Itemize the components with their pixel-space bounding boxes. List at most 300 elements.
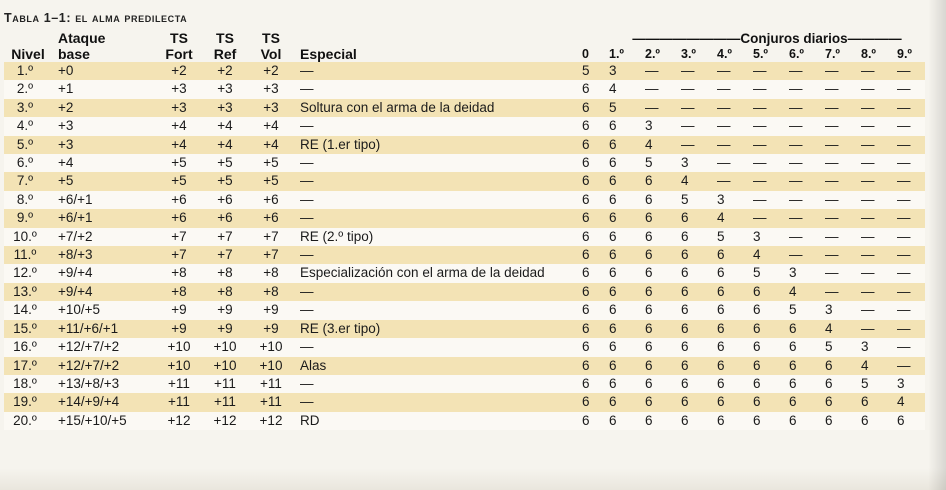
spells-per-day-cell: — — [681, 117, 717, 135]
spells-per-day-cell: 6 — [609, 136, 645, 154]
spells-per-day-cell: 6 — [645, 393, 681, 411]
ataque-base-cell: +6/+1 — [52, 209, 156, 227]
spells-per-day-cell: 6 — [717, 338, 753, 356]
ts-ref-cell: +9 — [202, 320, 248, 338]
ts-ref-cell: +5 — [202, 154, 248, 172]
header-spell-level: 3.º — [681, 46, 696, 61]
spells-per-day-cell: — — [825, 99, 861, 117]
ts-ref-cell: +2 — [202, 62, 248, 80]
spells-per-day-cell: — — [861, 191, 897, 209]
spells-per-day-cell: — — [681, 99, 717, 117]
ts-fort-cell: +3 — [156, 99, 202, 117]
table-row — [4, 320, 925, 338]
ataque-base-cell: +10/+5 — [52, 301, 156, 319]
spells-per-day-cell: — — [897, 338, 925, 356]
spells-per-day-cell: 6 — [609, 191, 645, 209]
ts-vol-cell: +4 — [248, 117, 294, 135]
spells-per-day-cell: — — [645, 80, 681, 98]
ataque-base-cell: +15/+10/+5 — [52, 412, 156, 430]
ts-fort-cell: +5 — [156, 172, 202, 190]
ts-vol-cell: +8 — [248, 264, 294, 282]
spells-per-day-cell: 4 — [825, 320, 861, 338]
spells-per-day-cell: 5 — [753, 264, 789, 282]
spells-per-day-cell: — — [825, 283, 861, 301]
page-gutter-shadow — [928, 0, 946, 490]
nivel-cell: 6.º — [4, 154, 52, 172]
spells-per-day-cell: 6 — [582, 80, 609, 98]
spells-per-day-cell: 6 — [609, 246, 645, 264]
spells-per-day-cell: 6 — [609, 172, 645, 190]
especial-cell: — — [294, 62, 582, 80]
especial-cell: RE (1.er tipo) — [294, 136, 582, 154]
spells-per-day-cell: — — [861, 154, 897, 172]
spells-per-day-cell: — — [897, 283, 925, 301]
ts-fort-cell: +9 — [156, 320, 202, 338]
spells-per-day-cell: 6 — [645, 264, 681, 282]
ts-fort-cell: +10 — [156, 357, 202, 375]
spells-per-day-cell: — — [861, 301, 897, 319]
spells-per-day-cell: 6 — [789, 338, 825, 356]
spells-per-day-cell: 6 — [582, 320, 609, 338]
spells-per-day-cell: 6 — [897, 412, 925, 430]
spells-per-day-cell: — — [861, 62, 897, 80]
ts-fort-cell: +4 — [156, 136, 202, 154]
spells-per-day-cell: — — [897, 172, 925, 190]
spells-per-day-cell: 6 — [582, 136, 609, 154]
ts-ref-cell: +3 — [202, 99, 248, 117]
nivel-cell: 10.º — [4, 228, 52, 246]
spells-per-day-cell: 6 — [609, 154, 645, 172]
spells-per-day-cell: — — [861, 264, 897, 282]
ataque-base-cell: +8/+3 — [52, 246, 156, 264]
spells-per-day-cell: 6 — [753, 301, 789, 319]
ataque-base-cell: +0 — [52, 62, 156, 80]
header-spell-level: 0 — [582, 46, 589, 61]
spells-per-day-cell: — — [861, 283, 897, 301]
spells-per-day-cell: 5 — [825, 338, 861, 356]
spells-per-day-cell: 4 — [861, 357, 897, 375]
spells-per-day-cell: 6 — [681, 320, 717, 338]
ts-fort-cell: +5 — [156, 154, 202, 172]
spells-per-day-cell: 6 — [609, 301, 645, 319]
ts-ref-cell: +4 — [202, 117, 248, 135]
spells-per-day-cell: — — [717, 154, 753, 172]
spells-per-day-cell: — — [897, 209, 925, 227]
spells-per-day-cell: — — [861, 246, 897, 264]
spells-per-day-cell: — — [825, 62, 861, 80]
spells-per-day-cell: 6 — [645, 283, 681, 301]
ts-vol-cell: +6 — [248, 191, 294, 209]
spells-per-day-cell: — — [789, 228, 825, 246]
spells-per-day-cell: — — [681, 80, 717, 98]
ts-fort-cell: +2 — [156, 62, 202, 80]
table-row — [4, 154, 925, 172]
spells-per-day-cell: 6 — [681, 357, 717, 375]
spells-per-day-cell: 6 — [645, 412, 681, 430]
spells-per-day-cell: 6 — [753, 320, 789, 338]
spells-per-day-cell: — — [645, 62, 681, 80]
spells-per-day-cell: — — [789, 191, 825, 209]
spells-per-day-cell: — — [861, 209, 897, 227]
spells-per-day-cell: 6 — [789, 375, 825, 393]
spells-per-day-cell: 6 — [609, 117, 645, 135]
spells-per-day-cell: 3 — [825, 301, 861, 319]
spells-per-day-cell: — — [753, 80, 789, 98]
spells-per-day-cell: 6 — [582, 283, 609, 301]
spells-per-day-cell: — — [825, 172, 861, 190]
table-row — [4, 172, 925, 190]
spells-per-day-cell: 5 — [681, 191, 717, 209]
spells-per-day-cell: — — [645, 99, 681, 117]
spells-per-day-cell: 6 — [609, 283, 645, 301]
spells-per-day-cell: 6 — [582, 412, 609, 430]
spells-per-day-cell: — — [897, 246, 925, 264]
spells-per-day-cell: — — [897, 264, 925, 282]
nivel-cell: 14.º — [4, 301, 52, 319]
ts-ref-cell: +8 — [202, 283, 248, 301]
spells-per-day-cell: 6 — [717, 246, 753, 264]
spells-per-day-cell: 6 — [609, 320, 645, 338]
header-conjuros-diarios: ————————Conjuros diarios———— — [632, 31, 902, 46]
ts-vol-cell: +5 — [248, 172, 294, 190]
table-title: Tabla 1–1: el alma predilecta — [4, 11, 188, 25]
spells-per-day-cell: 6 — [861, 393, 897, 411]
header-fort-line2: Fort — [165, 45, 193, 62]
ataque-base-cell: +14/+9/+4 — [52, 393, 156, 411]
ts-vol-cell: +7 — [248, 228, 294, 246]
spells-per-day-cell: 6 — [609, 393, 645, 411]
spells-per-day-cell: — — [717, 99, 753, 117]
spells-per-day-cell: 6 — [582, 375, 609, 393]
class-progression-table — [4, 31, 925, 430]
spells-per-day-cell: 4 — [753, 246, 789, 264]
spells-per-day-cell: 6 — [609, 375, 645, 393]
nivel-cell: 16.º — [4, 338, 52, 356]
ts-fort-cell: +6 — [156, 191, 202, 209]
spells-per-day-cell: — — [861, 136, 897, 154]
spells-per-day-cell: — — [789, 136, 825, 154]
header-spell-level: 5.º — [753, 46, 768, 61]
header-vol-line1: TS — [262, 30, 280, 46]
spells-per-day-cell: 6 — [825, 357, 861, 375]
nivel-cell: 9.º — [4, 209, 52, 227]
especial-cell: RE (3.er tipo) — [294, 320, 582, 338]
spells-per-day-cell: — — [825, 209, 861, 227]
spells-per-day-cell: — — [789, 209, 825, 227]
spells-per-day-cell: — — [825, 80, 861, 98]
spells-per-day-cell: 6 — [753, 412, 789, 430]
ts-fort-cell: +7 — [156, 246, 202, 264]
spells-per-day-cell: 6 — [753, 393, 789, 411]
spells-per-day-cell: 6 — [789, 320, 825, 338]
spells-per-day-cell: 5 — [582, 62, 609, 80]
table-row — [4, 228, 925, 246]
ts-ref-cell: +7 — [202, 246, 248, 264]
ts-ref-cell: +12 — [202, 412, 248, 430]
spells-per-day-cell: 6 — [582, 209, 609, 227]
spells-per-day-cell: — — [825, 136, 861, 154]
spells-per-day-cell: 6 — [645, 246, 681, 264]
ts-ref-cell: +6 — [202, 209, 248, 227]
ts-vol-cell: +4 — [248, 136, 294, 154]
spells-per-day-cell: — — [717, 62, 753, 80]
nivel-cell: 13.º — [4, 283, 52, 301]
spells-per-day-cell: 5 — [861, 375, 897, 393]
spells-per-day-cell: — — [897, 136, 925, 154]
ts-fort-cell: +12 — [156, 412, 202, 430]
ts-fort-cell: +9 — [156, 301, 202, 319]
page-bottom-edge — [0, 468, 946, 490]
spells-per-day-cell: 6 — [582, 191, 609, 209]
spells-per-day-cell: — — [861, 117, 897, 135]
spells-per-day-cell: 6 — [645, 172, 681, 190]
spells-per-day-cell: — — [789, 117, 825, 135]
spells-per-day-cell: 6 — [609, 228, 645, 246]
spells-per-day-cell: 6 — [717, 264, 753, 282]
spells-per-day-cell: 6 — [645, 338, 681, 356]
ts-vol-cell: +11 — [248, 393, 294, 411]
ts-fort-cell: +11 — [156, 393, 202, 411]
spells-per-day-cell: 6 — [717, 301, 753, 319]
spells-per-day-cell: — — [861, 80, 897, 98]
especial-cell: — — [294, 80, 582, 98]
spells-per-day-cell: 6 — [681, 393, 717, 411]
ataque-base-cell: +2 — [52, 99, 156, 117]
ataque-base-cell: +9/+4 — [52, 264, 156, 282]
spells-per-day-cell: 6 — [681, 209, 717, 227]
spells-per-day-cell: — — [717, 117, 753, 135]
spells-per-day-cell: 6 — [645, 191, 681, 209]
especial-cell: — — [294, 301, 582, 319]
ts-fort-cell: +10 — [156, 338, 202, 356]
spells-per-day-cell: 6 — [645, 228, 681, 246]
spells-per-day-cell: — — [789, 62, 825, 80]
ataque-base-cell: +3 — [52, 136, 156, 154]
especial-cell: — — [294, 246, 582, 264]
spells-per-day-cell: 6 — [717, 357, 753, 375]
spells-per-day-cell: 6 — [789, 412, 825, 430]
spells-per-day-cell: 5 — [645, 154, 681, 172]
spells-per-day-cell: 6 — [645, 375, 681, 393]
spells-per-day-cell: 6 — [681, 246, 717, 264]
ts-fort-cell: +8 — [156, 264, 202, 282]
spells-per-day-cell: 6 — [825, 375, 861, 393]
nivel-cell: 2.º — [4, 80, 52, 98]
table-row — [4, 99, 925, 117]
spells-per-day-cell: 6 — [609, 209, 645, 227]
spells-per-day-cell: — — [897, 320, 925, 338]
spells-per-day-cell: — — [861, 320, 897, 338]
spells-per-day-cell: — — [825, 154, 861, 172]
header-spell-level: 1.º — [609, 46, 624, 61]
header-spell-level: 7.º — [825, 46, 840, 61]
spells-per-day-cell: 6 — [582, 301, 609, 319]
table-row — [4, 412, 925, 430]
spells-per-day-cell: 6 — [789, 357, 825, 375]
spells-per-day-cell: — — [897, 301, 925, 319]
header-ref-line1: TS — [216, 30, 234, 46]
table-row — [4, 283, 925, 301]
especial-cell: — — [294, 172, 582, 190]
table-row — [4, 246, 925, 264]
spells-per-day-cell: — — [861, 228, 897, 246]
nivel-cell: 3.º — [4, 99, 52, 117]
spells-per-day-cell: — — [681, 62, 717, 80]
spells-per-day-cell: 6 — [717, 320, 753, 338]
nivel-cell: 5.º — [4, 136, 52, 154]
spells-per-day-cell: — — [753, 136, 789, 154]
header-vol-line2: Vol — [260, 45, 282, 62]
ataque-base-cell: +13/+8/+3 — [52, 375, 156, 393]
spells-per-day-cell: 3 — [753, 228, 789, 246]
spells-per-day-cell: 6 — [717, 412, 753, 430]
spells-per-day-cell: — — [717, 80, 753, 98]
ts-ref-cell: +5 — [202, 172, 248, 190]
spells-per-day-cell: — — [753, 191, 789, 209]
ts-vol-cell: +3 — [248, 80, 294, 98]
ataque-base-cell: +11/+6/+1 — [52, 320, 156, 338]
spells-per-day-cell: — — [897, 99, 925, 117]
spells-per-day-cell: 5 — [717, 228, 753, 246]
spells-per-day-cell: — — [717, 172, 753, 190]
ts-ref-cell: +3 — [202, 80, 248, 98]
ataque-base-cell: +12/+7/+2 — [52, 338, 156, 356]
spells-per-day-cell: 6 — [582, 117, 609, 135]
especial-cell: — — [294, 191, 582, 209]
ts-fort-cell: +8 — [156, 283, 202, 301]
nivel-cell: 4.º — [4, 117, 52, 135]
table-row — [4, 338, 925, 356]
nivel-cell: 8.º — [4, 191, 52, 209]
spells-per-day-cell: 6 — [681, 412, 717, 430]
especial-cell: Alas — [294, 357, 582, 375]
especial-cell: RD — [294, 412, 582, 430]
spells-per-day-cell: 6 — [609, 264, 645, 282]
spells-per-day-cell: — — [825, 264, 861, 282]
ts-ref-cell: +11 — [202, 375, 248, 393]
ataque-base-cell: +9/+4 — [52, 283, 156, 301]
header-spell-level: 4.º — [717, 46, 732, 61]
spells-per-day-cell: 6 — [645, 209, 681, 227]
nivel-cell: 19.º — [4, 393, 52, 411]
spells-per-day-cell: — — [897, 357, 925, 375]
table-row — [4, 357, 925, 375]
header-spell-level: 9.º — [897, 46, 912, 61]
spells-per-day-cell: 6 — [609, 357, 645, 375]
spells-per-day-cell: 5 — [609, 99, 645, 117]
ts-vol-cell: +10 — [248, 357, 294, 375]
nivel-cell: 11.º — [4, 246, 52, 264]
ts-fort-cell: +3 — [156, 80, 202, 98]
table-row — [4, 264, 925, 282]
ts-vol-cell: +7 — [248, 246, 294, 264]
spells-per-day-cell: — — [753, 172, 789, 190]
spells-per-day-cell: 6 — [609, 412, 645, 430]
nivel-cell: 12.º — [4, 264, 52, 282]
spells-per-day-cell: 4 — [789, 283, 825, 301]
ts-fort-cell: +4 — [156, 117, 202, 135]
especial-cell: — — [294, 393, 582, 411]
ts-ref-cell: +9 — [202, 301, 248, 319]
especial-cell: — — [294, 338, 582, 356]
especial-cell: — — [294, 209, 582, 227]
spells-per-day-cell: — — [861, 99, 897, 117]
spells-per-day-cell: 6 — [789, 393, 825, 411]
spells-per-day-cell: 6 — [825, 393, 861, 411]
spells-per-day-cell: — — [789, 99, 825, 117]
spells-per-day-cell: 3 — [609, 62, 645, 80]
spells-per-day-cell: — — [825, 117, 861, 135]
header-ataque-line1: Ataque — [58, 30, 106, 46]
table-row — [4, 80, 925, 98]
ts-vol-cell: +6 — [248, 209, 294, 227]
header-especial: Especial — [300, 45, 357, 62]
spells-per-day-cell: — — [753, 154, 789, 172]
spells-per-day-cell: 6 — [753, 375, 789, 393]
ts-ref-cell: +7 — [202, 228, 248, 246]
spells-per-day-cell: 6 — [681, 264, 717, 282]
spells-per-day-cell: 3 — [789, 264, 825, 282]
table-row — [4, 375, 925, 393]
spells-per-day-cell: — — [825, 191, 861, 209]
nivel-cell: 7.º — [4, 172, 52, 190]
especial-cell: — — [294, 154, 582, 172]
especial-cell: Soltura con el arma de la deidad — [294, 99, 582, 117]
spells-per-day-cell: 6 — [582, 264, 609, 282]
especial-cell: Especialización con el arma de la deidad — [294, 264, 582, 282]
spells-per-day-cell: 3 — [717, 191, 753, 209]
table-row — [4, 393, 925, 411]
spells-per-day-cell: 5 — [789, 301, 825, 319]
especial-cell: RE (2.º tipo) — [294, 228, 582, 246]
spells-per-day-cell: — — [681, 136, 717, 154]
spells-per-day-cell: — — [897, 154, 925, 172]
spells-per-day-cell: 6 — [681, 338, 717, 356]
spells-per-day-cell: — — [897, 80, 925, 98]
header-spell-level: 2.º — [645, 46, 660, 61]
spells-per-day-cell: 3 — [681, 154, 717, 172]
ts-vol-cell: +3 — [248, 99, 294, 117]
ataque-base-cell: +6/+1 — [52, 191, 156, 209]
spells-per-day-cell: 4 — [897, 393, 925, 411]
spells-per-day-cell: 6 — [609, 338, 645, 356]
header-nivel: Nivel — [11, 45, 45, 62]
ts-vol-cell: +9 — [248, 301, 294, 319]
spells-per-day-cell: 6 — [582, 246, 609, 264]
spells-per-day-cell: 6 — [861, 412, 897, 430]
ts-vol-cell: +9 — [248, 320, 294, 338]
spells-per-day-cell: 6 — [582, 228, 609, 246]
spells-per-day-cell: — — [753, 117, 789, 135]
header-spell-level: 6.º — [789, 46, 804, 61]
spells-per-day-cell: 3 — [897, 375, 925, 393]
spells-per-day-cell: — — [897, 62, 925, 80]
spells-per-day-cell: 6 — [582, 154, 609, 172]
spells-per-day-cell: 3 — [861, 338, 897, 356]
especial-cell: — — [294, 283, 582, 301]
nivel-cell: 1.º — [4, 62, 52, 80]
spells-per-day-cell: — — [717, 136, 753, 154]
spells-per-day-cell: 6 — [582, 357, 609, 375]
nivel-cell: 17.º — [4, 357, 52, 375]
spells-per-day-cell: 6 — [645, 357, 681, 375]
ataque-base-cell: +4 — [52, 154, 156, 172]
ataque-base-cell: +1 — [52, 80, 156, 98]
nivel-cell: 18.º — [4, 375, 52, 393]
ts-vol-cell: +11 — [248, 375, 294, 393]
ts-vol-cell: +12 — [248, 412, 294, 430]
spells-per-day-cell: 6 — [645, 320, 681, 338]
